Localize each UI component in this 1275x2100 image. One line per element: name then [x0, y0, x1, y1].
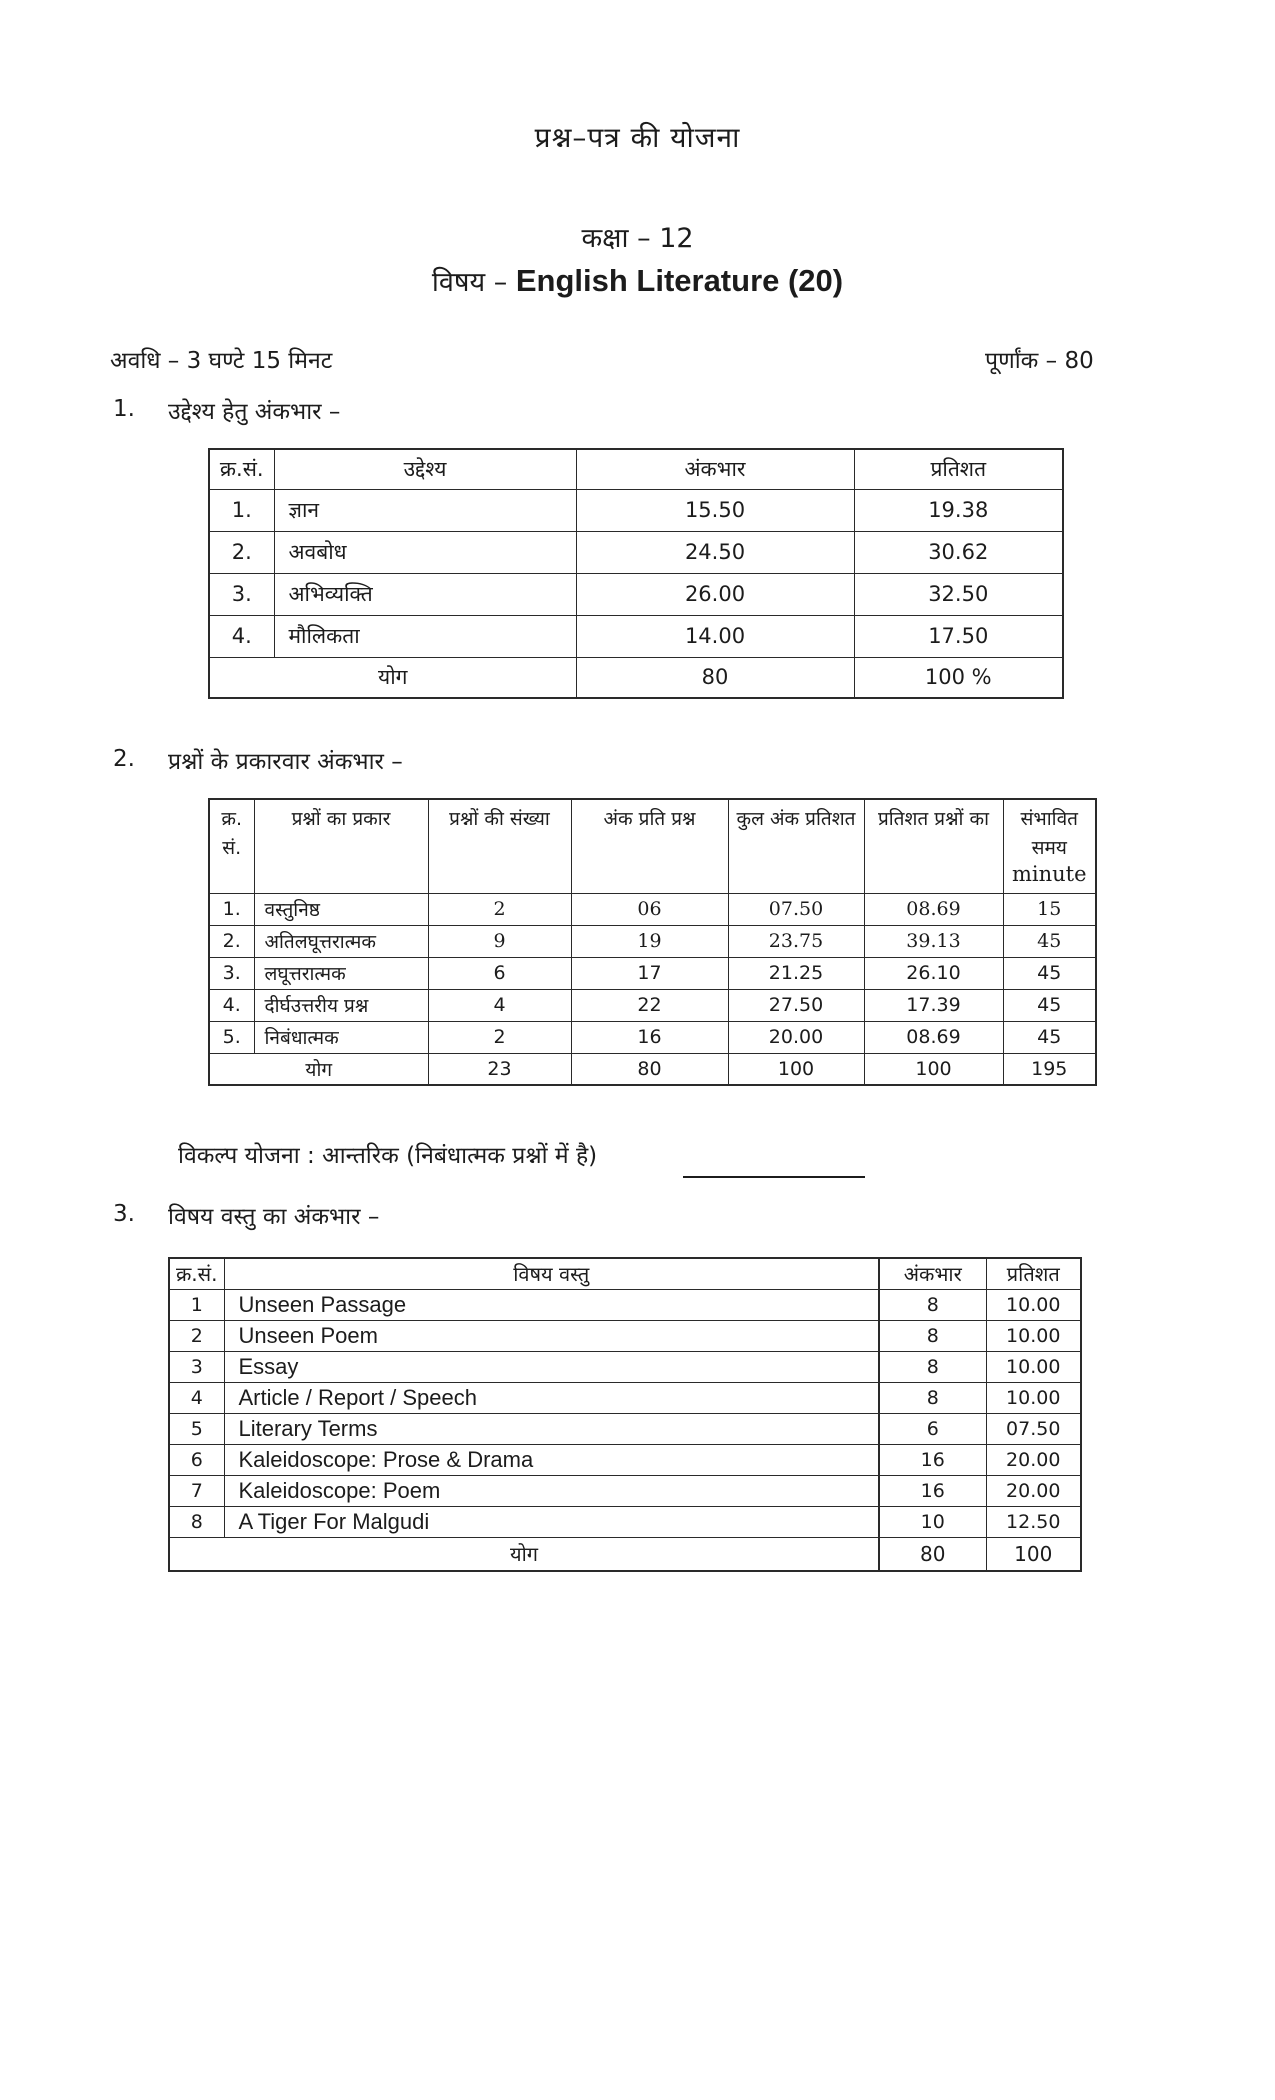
- table-row: [209, 989, 1096, 1021]
- subject-line: [0, 262, 1275, 299]
- option-plan-note: विकल्प योजना : आन्तरिक (निबंधात्मक प्रश्नों में है): [178, 1143, 598, 1169]
- cell-expected-time: 15: [1003, 893, 1096, 925]
- cell-type: निबंधात्मक: [254, 1021, 428, 1053]
- cell-topic: Unseen Passage: [224, 1289, 879, 1320]
- cell-topic: Article / Report / Speech: [224, 1382, 879, 1413]
- class-line: [0, 218, 1275, 255]
- section-2-number: 2.: [113, 746, 135, 772]
- cell-expected-time: 45: [1003, 957, 1096, 989]
- total-percent: 100: [986, 1537, 1081, 1571]
- page-title: प्रश्न–पत्र की योजना: [534, 121, 741, 154]
- table-row: [209, 1021, 1096, 1053]
- cell-objective: अवबोध: [274, 531, 576, 573]
- question-types-header-row: [209, 799, 1096, 893]
- class-label: कक्षा –: [581, 223, 651, 254]
- cell-percent: 10.00: [986, 1351, 1081, 1382]
- table-row: [169, 1475, 1081, 1506]
- cell-count: 9: [428, 925, 571, 957]
- cell-sn: 4: [169, 1382, 224, 1413]
- cell-percent: 20.00: [986, 1444, 1081, 1475]
- cell-sn: 1.: [209, 489, 274, 531]
- header-percent: प्रतिशत: [854, 449, 1063, 489]
- cell-marks: 8: [879, 1351, 986, 1382]
- cell-sn: 5: [169, 1413, 224, 1444]
- cell-sn: 3.: [209, 573, 274, 615]
- cell-objective: मौलिकता: [274, 615, 576, 657]
- cell-topic: Essay: [224, 1351, 879, 1382]
- header-expected-time: [1003, 799, 1096, 893]
- cell-percent: 32.50: [854, 573, 1063, 615]
- total-label: योग: [209, 657, 576, 698]
- cell-percent: 30.62: [854, 531, 1063, 573]
- cell-sn: 4.: [209, 615, 274, 657]
- section-3-number: 3.: [113, 1201, 135, 1227]
- cell-marks-per-question: 16: [571, 1021, 728, 1053]
- cell-sn: 2: [169, 1320, 224, 1351]
- cell-sn: 1: [169, 1289, 224, 1320]
- duration-value: 3 घण्टे 15 मिनट: [186, 348, 333, 374]
- cell-expected-time: 45: [1003, 1021, 1096, 1053]
- cell-percent: 17.50: [854, 615, 1063, 657]
- table-row: [169, 1382, 1081, 1413]
- cell-marks-per-question: 17: [571, 957, 728, 989]
- cell-sn: 2.: [209, 531, 274, 573]
- table-row: [209, 573, 1063, 615]
- cell-marks: 8: [879, 1320, 986, 1351]
- section-1-heading: उद्देश्य हेतु अंकभार –: [168, 399, 341, 425]
- total-percent-questions: 100: [864, 1053, 1003, 1085]
- total-time: 195: [1003, 1053, 1096, 1085]
- cell-sn: 7: [169, 1475, 224, 1506]
- header-marks: अंकभार: [576, 449, 854, 489]
- cell-total-marks-percent: 20.00: [728, 1021, 864, 1053]
- cell-count: 2: [428, 1021, 571, 1053]
- cell-count: 4: [428, 989, 571, 1021]
- question-types-table: [208, 798, 1097, 1086]
- header-sn: क्र.सं.: [209, 449, 274, 489]
- cell-percent-of-questions: 26.10: [864, 957, 1003, 989]
- section-2-heading: प्रश्नों के प्रकारवार अंकभार –: [168, 749, 403, 775]
- cell-topic: Kaleidoscope: Prose & Drama: [224, 1444, 879, 1475]
- header-percent-of-questions: प्रतिशत प्रश्नों का: [864, 799, 1003, 893]
- total-marks: 80: [571, 1053, 728, 1085]
- divider-line: [683, 1176, 865, 1178]
- cell-type: अतिलघूत्तरात्मक: [254, 925, 428, 957]
- max-marks-label: पूर्णांक –: [985, 348, 1058, 374]
- table-row: [209, 925, 1096, 957]
- cell-marks: 8: [879, 1382, 986, 1413]
- cell-marks-per-question: 22: [571, 989, 728, 1021]
- cell-type: दीर्घउत्तरीय प्रश्न: [254, 989, 428, 1021]
- cell-sn: 4.: [209, 989, 254, 1021]
- cell-count: 2: [428, 893, 571, 925]
- cell-type: वस्तुनिष्ठ: [254, 893, 428, 925]
- max-marks-value: 80: [1064, 348, 1094, 374]
- cell-total-marks-percent: 21.25: [728, 957, 864, 989]
- cell-topic: Literary Terms: [224, 1413, 879, 1444]
- cell-topic: Unseen Poem: [224, 1320, 879, 1351]
- cell-sn: 6: [169, 1444, 224, 1475]
- cell-sn: 3.: [209, 957, 254, 989]
- max-marks-line: [985, 343, 1094, 375]
- cell-percent-of-questions: 17.39: [864, 989, 1003, 1021]
- total-marks: 80: [576, 657, 854, 698]
- cell-percent: 07.50: [986, 1413, 1081, 1444]
- objectives-header-row: [209, 449, 1063, 489]
- table-row: [169, 1506, 1081, 1537]
- cell-total-marks-percent: 23.75: [728, 925, 864, 957]
- class-value: 12: [659, 223, 694, 254]
- table-row: [209, 957, 1096, 989]
- table-row: [169, 1289, 1081, 1320]
- cell-marks: 14.00: [576, 615, 854, 657]
- table-row: [209, 531, 1063, 573]
- cell-percent: 19.38: [854, 489, 1063, 531]
- table-row: [169, 1413, 1081, 1444]
- header-sn: क्र. सं.: [209, 799, 254, 893]
- duration-line: [110, 343, 332, 375]
- header-count: प्रश्नों की संख्या: [428, 799, 571, 893]
- total-marks-percent: 100: [728, 1053, 864, 1085]
- header-percent: प्रतिशत: [986, 1258, 1081, 1289]
- cell-percent: 10.00: [986, 1320, 1081, 1351]
- total-label: योग: [169, 1537, 879, 1571]
- cell-sn: 8: [169, 1506, 224, 1537]
- cell-total-marks-percent: 07.50: [728, 893, 864, 925]
- cell-marks: 26.00: [576, 573, 854, 615]
- table-row: [169, 1351, 1081, 1382]
- header-type: प्रश्नों का प्रकार: [254, 799, 428, 893]
- header-sn: क्र.सं.: [169, 1258, 224, 1289]
- header-marks-per-question: अंक प्रति प्रश्न: [571, 799, 728, 893]
- cell-marks: 24.50: [576, 531, 854, 573]
- header-total-marks-percent: कुल अंक प्रतिशत: [728, 799, 864, 893]
- header-topic: विषय वस्तु: [224, 1258, 879, 1289]
- cell-marks-per-question: 06: [571, 893, 728, 925]
- content-table: [168, 1257, 1082, 1572]
- cell-total-marks-percent: 27.50: [728, 989, 864, 1021]
- table-row: [209, 893, 1096, 925]
- cell-type: लघूत्तरात्मक: [254, 957, 428, 989]
- cell-percent-of-questions: 08.69: [864, 893, 1003, 925]
- cell-sn: 1.: [209, 893, 254, 925]
- section-1-number: 1.: [113, 396, 135, 422]
- cell-count: 6: [428, 957, 571, 989]
- table-row: [169, 1320, 1081, 1351]
- cell-expected-time: 45: [1003, 925, 1096, 957]
- cell-sn: 2.: [209, 925, 254, 957]
- cell-sn: 3: [169, 1351, 224, 1382]
- question-types-total-row: [209, 1053, 1096, 1085]
- cell-topic: Kaleidoscope: Poem: [224, 1475, 879, 1506]
- total-label: योग: [209, 1053, 428, 1085]
- content-total-row: [169, 1537, 1081, 1571]
- cell-marks: 6: [879, 1413, 986, 1444]
- header-expected-time-unit: minute: [1011, 862, 1087, 886]
- total-marks: 80: [879, 1537, 986, 1571]
- cell-percent: 20.00: [986, 1475, 1081, 1506]
- cell-marks: 10: [879, 1506, 986, 1537]
- cell-sn: 5.: [209, 1021, 254, 1053]
- cell-marks: 15.50: [576, 489, 854, 531]
- cell-percent: 12.50: [986, 1506, 1081, 1537]
- duration-label: अवधि –: [110, 348, 180, 374]
- table-row: [169, 1444, 1081, 1475]
- table-row: [209, 489, 1063, 531]
- objectives-table: [208, 448, 1064, 699]
- cell-objective: अभिव्यक्ति: [274, 573, 576, 615]
- cell-objective: ज्ञान: [274, 489, 576, 531]
- header-expected-time-main: संभावित समय: [1020, 808, 1078, 859]
- cell-topic: A Tiger For Malgudi: [224, 1506, 879, 1537]
- header-objective: उद्देश्य: [274, 449, 576, 489]
- header-marks: अंकभार: [879, 1258, 986, 1289]
- cell-expected-time: 45: [1003, 989, 1096, 1021]
- total-percent: 100 %: [854, 657, 1063, 698]
- total-count: 23: [428, 1053, 571, 1085]
- cell-percent: 10.00: [986, 1382, 1081, 1413]
- cell-marks-per-question: 19: [571, 925, 728, 957]
- table-row: [209, 615, 1063, 657]
- section-3-heading: विषय वस्तु का अंकभार –: [168, 1204, 380, 1230]
- cell-marks: 16: [879, 1475, 986, 1506]
- cell-marks: 16: [879, 1444, 986, 1475]
- cell-percent-of-questions: 08.69: [864, 1021, 1003, 1053]
- objectives-total-row: [209, 657, 1063, 698]
- cell-marks: 8: [879, 1289, 986, 1320]
- subject-value: English Literature (20): [515, 263, 844, 298]
- cell-percent-of-questions: 39.13: [864, 925, 1003, 957]
- subject-label: विषय –: [431, 267, 508, 298]
- cell-percent: 10.00: [986, 1289, 1081, 1320]
- content-header-row: [169, 1258, 1081, 1289]
